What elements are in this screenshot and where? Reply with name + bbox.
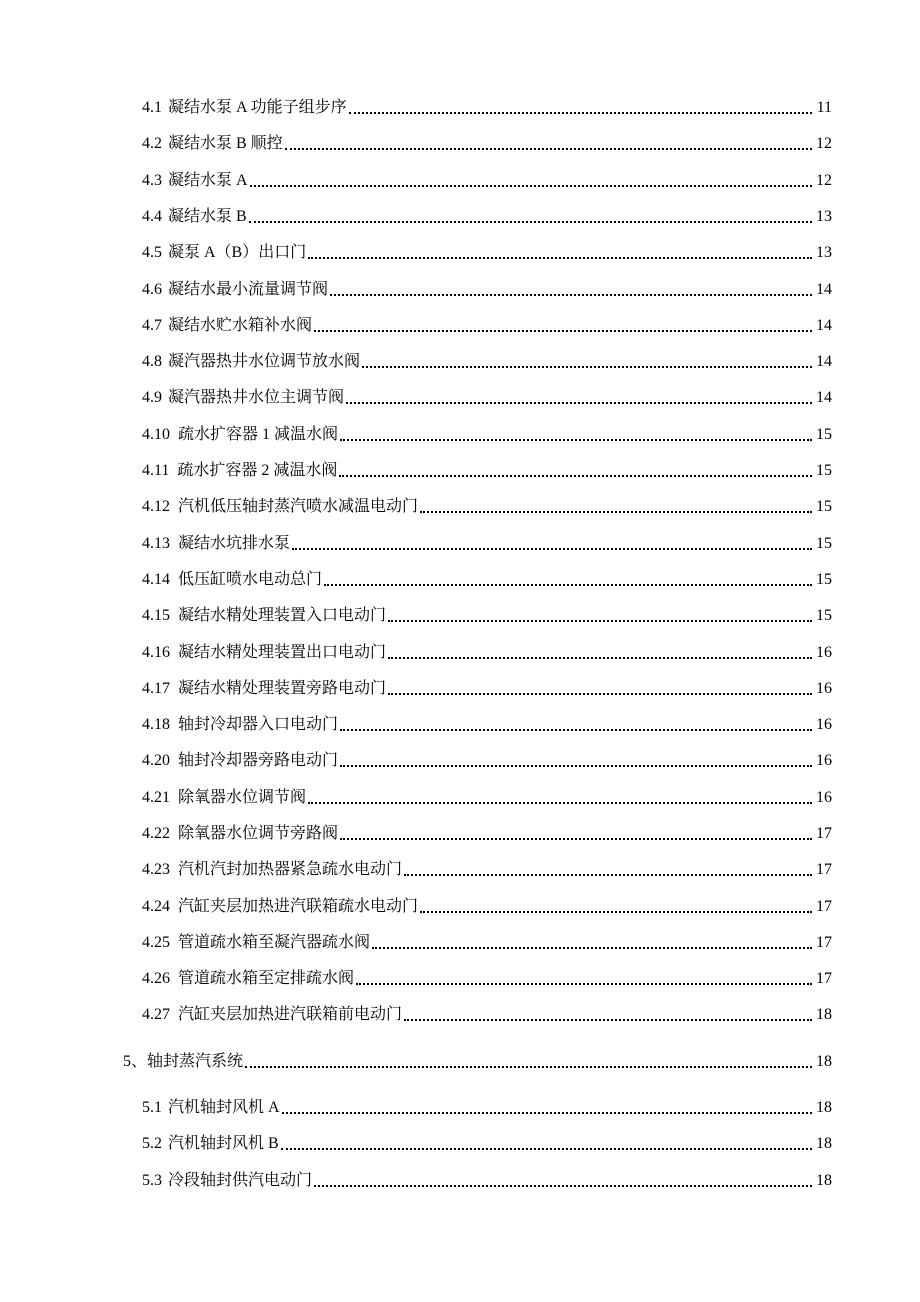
toc-entry-title: 冷段轴封供汽电动门	[168, 1172, 313, 1189]
toc-entry[interactable]	[0, 891, 920, 917]
toc-entry-number: 4.16	[142, 644, 170, 661]
toc-entry-page-number: 15	[816, 498, 832, 515]
toc-entry-number: 4.13	[142, 535, 170, 552]
toc-entry-page-number: 12	[816, 172, 832, 189]
toc-entry-number: 4.15	[142, 607, 170, 624]
toc-entry-page-number: 17	[816, 934, 832, 951]
toc-entry-title: 除氧器水位调节旁路阀	[178, 825, 339, 842]
toc-entry-title: 汽机轴封风机 A	[168, 1099, 280, 1116]
toc-dot-leader	[314, 329, 812, 332]
toc-entry-page-number: 14	[816, 281, 832, 298]
toc-entry-page-number: 15	[816, 462, 832, 479]
toc-entry[interactable]	[0, 201, 920, 227]
toc-dot-leader	[388, 656, 812, 659]
toc-dot-leader	[340, 438, 812, 441]
toc-entry[interactable]	[0, 854, 920, 880]
toc-entry-page-number: 16	[816, 752, 832, 769]
toc-entry[interactable]	[0, 346, 920, 372]
toc-entry-title: 凝结水精处理装置旁路电动门	[178, 680, 387, 697]
toc-entry[interactable]	[0, 927, 920, 953]
toc-dot-leader	[285, 147, 812, 150]
toc-entry-page-number: 11	[816, 99, 832, 116]
toc-entry-page-number: 14	[816, 317, 832, 334]
toc-entry-page-number: 15	[816, 535, 832, 552]
toc-entry-number: 4.27	[142, 1006, 170, 1023]
toc-entry-number: 4.21	[142, 789, 170, 806]
toc-entry-title: 凝结水坑排水泵	[178, 535, 291, 552]
toc-entry-title: 管道疏水箱至定排疏水阀	[178, 970, 355, 987]
toc-entry[interactable]	[0, 1092, 920, 1118]
toc-entry-number: 4.20	[142, 752, 170, 769]
toc-entry-number: 4.4	[142, 208, 162, 225]
toc-entry[interactable]	[0, 165, 920, 191]
toc-entry[interactable]	[0, 745, 920, 771]
toc-dot-leader	[372, 946, 812, 949]
toc-entry-title: 管道疏水箱至凝汽器疏水阀	[178, 934, 371, 951]
toc-entry-page-number: 18	[816, 1172, 832, 1189]
toc-entry-number: 4.8	[142, 353, 162, 370]
toc-entry-page-number: 15	[816, 607, 832, 624]
toc-entry-number: 4.23	[142, 861, 170, 878]
toc-dot-leader	[346, 401, 812, 404]
toc-entry[interactable]	[0, 709, 920, 735]
toc-entry-title: 凝结水泵 B	[168, 208, 247, 225]
toc-entry-number: 4.1	[142, 99, 162, 116]
toc-dot-leader	[420, 910, 812, 913]
toc-entry-page-number: 16	[816, 789, 832, 806]
toc-entry-page-number: 14	[816, 389, 832, 406]
toc-entry-number: 4.10	[142, 426, 170, 443]
toc-entry-number: 4.2	[142, 135, 162, 152]
toc-entry-title: 凝结水精处理装置入口电动门	[178, 607, 387, 624]
toc-entry-title: 轴封冷却器旁路电动门	[178, 752, 339, 769]
toc-entry-page-number: 16	[816, 680, 832, 697]
toc-entry-title: 凝结水泵 A	[168, 172, 248, 189]
toc-dot-leader	[356, 982, 812, 985]
toc-entry-page-number: 17	[816, 970, 832, 987]
toc-entry-number: 4.17	[142, 680, 170, 697]
toc-entry-page-number: 13	[816, 244, 832, 261]
toc-entry-title: 凝结水泵 A 功能子组步序	[168, 99, 347, 116]
toc-dot-leader	[249, 220, 812, 223]
toc-entry-page-number: 18	[816, 1006, 832, 1023]
toc-entry[interactable]	[0, 1128, 920, 1154]
toc-entry[interactable]	[0, 528, 920, 554]
toc-entry-page-number: 18	[816, 1135, 832, 1152]
toc-entry[interactable]	[0, 382, 920, 408]
toc-dot-leader	[245, 1065, 812, 1068]
toc-entry[interactable]	[0, 963, 920, 989]
toc-entry[interactable]	[0, 564, 920, 590]
toc-entry-number: 4.12	[142, 498, 170, 515]
toc-entry-number: 5.3	[142, 1172, 162, 1189]
toc-entry-title: 凝结水精处理装置出口电动门	[178, 644, 387, 661]
toc-dot-leader	[362, 365, 812, 368]
toc-entry-page-number: 16	[816, 644, 832, 661]
toc-entry-number: 5、	[123, 1053, 148, 1070]
toc-entry-title: 疏水扩容器 2 减温水阀	[177, 462, 338, 479]
toc-entry-page-number: 13	[816, 208, 832, 225]
toc-entry-title: 汽机轴封风机 B	[168, 1135, 279, 1152]
toc-entry[interactable]	[0, 274, 920, 300]
toc-entry-number: 4.6	[142, 281, 162, 298]
toc-entry-number: 4.14	[142, 571, 170, 588]
toc-entry-number: 4.3	[142, 172, 162, 189]
toc-dot-leader	[339, 474, 812, 477]
toc-entry-title: 轴封蒸汽系统	[147, 1053, 244, 1070]
toc-entry-number: 4.18	[142, 716, 170, 733]
toc-entry-number: 4.11	[142, 462, 170, 479]
toc-entry[interactable]	[0, 1165, 920, 1191]
toc-dot-leader	[404, 1018, 812, 1021]
toc-dot-leader	[282, 1111, 812, 1114]
toc-dot-leader	[404, 873, 812, 876]
toc-entry-title: 凝汽器热井水位调节放水阀	[168, 353, 361, 370]
toc-entry-number: 4.5	[142, 244, 162, 261]
toc-entry[interactable]	[0, 818, 920, 844]
toc-entry-page-number: 15	[816, 426, 832, 443]
toc-dot-leader	[388, 692, 812, 695]
toc-chapter-entry[interactable]	[0, 1046, 920, 1072]
toc-entry[interactable]	[0, 999, 920, 1025]
toc-dot-leader	[349, 111, 812, 114]
toc-entry-number: 4.7	[142, 317, 162, 334]
toc-entry[interactable]	[0, 310, 920, 336]
toc-entry-title: 轴封冷却器入口电动门	[178, 716, 339, 733]
toc-dot-leader	[340, 728, 812, 731]
toc-entry-title: 凝结水最小流量调节阀	[168, 281, 329, 298]
toc-entry-number: 4.22	[142, 825, 170, 842]
toc-entry-title: 凝结水贮水箱补水阀	[168, 317, 313, 334]
toc-entry[interactable]	[0, 128, 920, 154]
toc-dot-leader	[281, 1147, 812, 1150]
toc-entry[interactable]	[0, 419, 920, 445]
toc-dot-leader	[324, 583, 812, 586]
toc-dot-leader	[292, 547, 812, 550]
toc-entry-page-number: 17	[816, 861, 832, 878]
toc-entry-number: 5.1	[142, 1099, 162, 1116]
toc-entry-title: 除氧器水位调节阀	[178, 789, 307, 806]
toc-entry-page-number: 18	[816, 1099, 832, 1116]
toc-dot-leader	[340, 764, 812, 767]
toc-entry-page-number: 18	[816, 1053, 832, 1070]
toc-entry-page-number: 17	[816, 825, 832, 842]
toc-entry-title: 凝结水泵 B 顺控	[168, 135, 283, 152]
toc-dot-leader	[308, 801, 812, 804]
toc-dot-leader	[340, 837, 812, 840]
toc-entry[interactable]	[0, 455, 920, 481]
toc-entry-number: 4.26	[142, 970, 170, 987]
toc-dot-leader	[314, 1184, 812, 1187]
toc-entry[interactable]	[0, 782, 920, 808]
toc-entry[interactable]	[0, 637, 920, 663]
toc-entry-title: 凝汽器热井水位主调节阀	[168, 389, 345, 406]
toc-entry-title: 凝泵 A（B）出口门	[168, 244, 307, 261]
toc-entry-number: 4.9	[142, 389, 162, 406]
toc-entry-number: 5.2	[142, 1135, 162, 1152]
toc-entry[interactable]	[0, 237, 920, 263]
toc-entry-page-number: 16	[816, 716, 832, 733]
toc-entry-title: 汽缸夹层加热进汽联箱疏水电动门	[178, 898, 419, 915]
toc-entry[interactable]	[0, 491, 920, 517]
toc-entry[interactable]	[0, 600, 920, 626]
toc-entry-title: 低压缸喷水电动总门	[178, 571, 323, 588]
toc-entry-number: 4.25	[142, 934, 170, 951]
toc-entry-title: 汽缸夹层加热进汽联箱前电动门	[178, 1006, 403, 1023]
toc-dot-leader	[308, 256, 812, 259]
toc-entry-page-number: 17	[816, 898, 832, 915]
toc-entry-number: 4.24	[142, 898, 170, 915]
toc-entry-title: 疏水扩容器 1 减温水阀	[178, 426, 339, 443]
toc-entry[interactable]	[0, 673, 920, 699]
toc-dot-leader	[330, 293, 812, 296]
toc-dot-leader	[250, 184, 812, 187]
toc-entry-page-number: 15	[816, 571, 832, 588]
toc-entry-page-number: 12	[816, 135, 832, 152]
toc-entry-title: 汽机汽封加热器紧急疏水电动门	[178, 861, 403, 878]
toc-dot-leader	[388, 619, 812, 622]
toc-entry-title: 汽机低压轴封蒸汽喷水减温电动门	[178, 498, 419, 515]
toc-dot-leader	[420, 510, 812, 513]
toc-entry[interactable]	[0, 92, 920, 118]
toc-entry-page-number: 14	[816, 353, 832, 370]
